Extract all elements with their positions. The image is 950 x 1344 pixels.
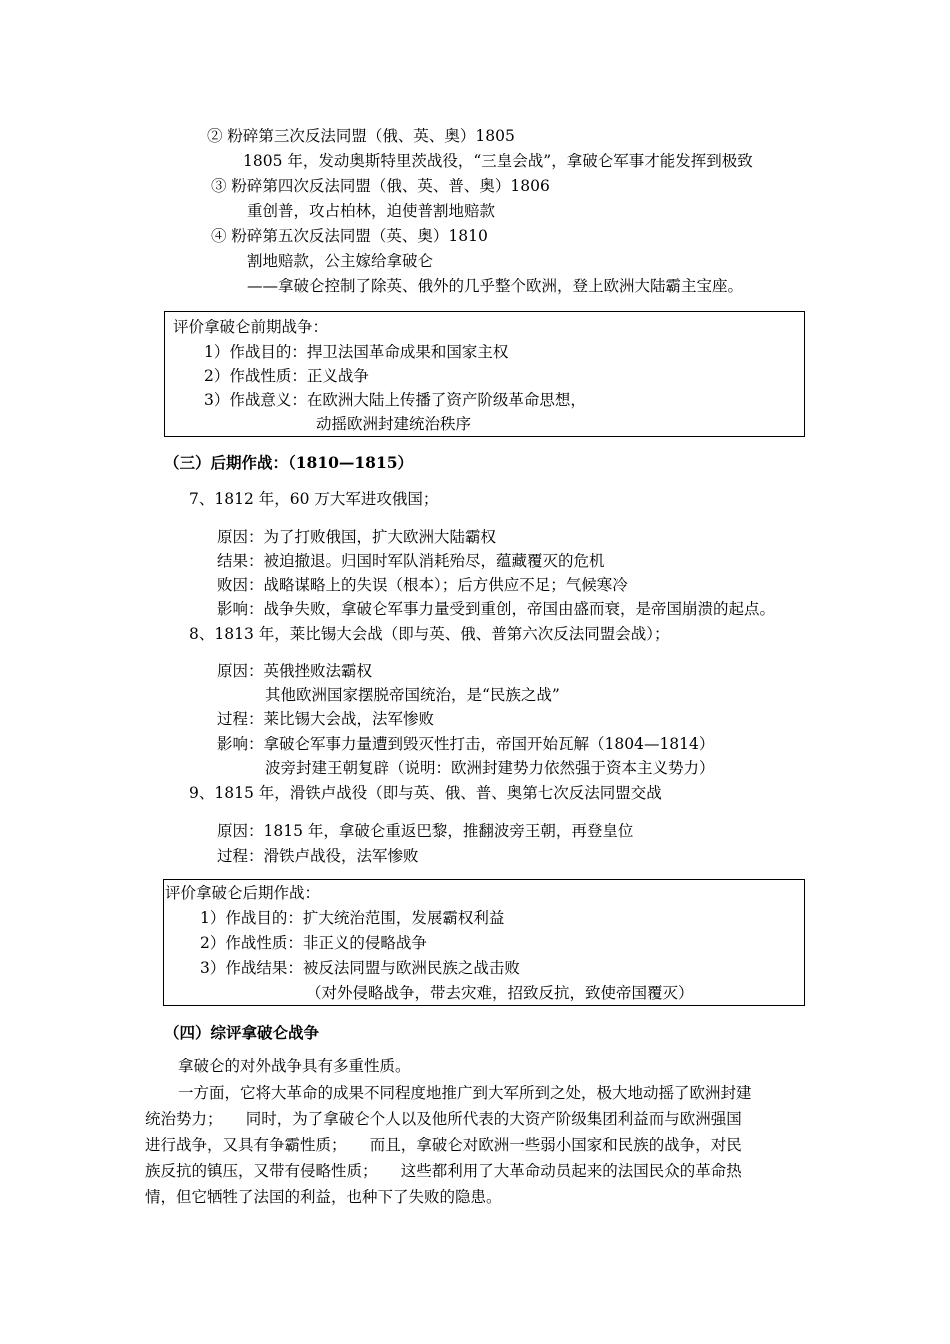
summary-intro: 拿破仑的对外战争具有多重性质。 [178, 1057, 411, 1075]
item-8-impact-2: 波旁封建王朝复辟（说明：欧洲封建势力依然强于资本主义势力） [265, 759, 715, 777]
coalition-summary: ——拿破仑控制了除英、俄外的几乎整个欧洲，登上欧洲大陆霸主宝座。 [247, 277, 744, 295]
summary-line-3: 进行战争，又具有争霸性质； 而且，拿破仑对欧洲一些弱小国家和民族的战争，对民 [145, 1136, 742, 1154]
item-8-cause-2: 其他欧洲国家摆脱帝国统治，是“民族之战” [265, 686, 560, 704]
coalition-5-line: ④ 粉碎第五次反法同盟（英、奥）1810 [211, 227, 488, 245]
early-war-purpose: 1）作战目的：捍卫法国革命成果和国家主权 [204, 343, 509, 361]
late-war-nature: 2）作战性质：非正义的侵略战争 [200, 934, 427, 952]
early-war-evaluation-title: 评价拿破仑前期战争： [173, 318, 329, 336]
early-war-significance-2: 动摇欧洲封建统治秩序 [316, 415, 472, 433]
summary-line-4: 族反抗的镇压，又带有侵略性质； 这些都利用了大革命动员起来的法国民众的革命热 [145, 1162, 742, 1180]
item-7: 7、1812 年，60 万大军进攻俄国； [189, 490, 439, 508]
late-war-purpose: 1）作战目的：扩大统治范围，发展霸权利益 [200, 909, 505, 927]
late-war-evaluation-title: 评价拿破仑后期作战： [165, 884, 321, 902]
summary-line-5: 情，但它牺牲了法国的利益，也种下了失败的隐患。 [145, 1188, 502, 1206]
summary-line-2: 统治势力； 同时，为了拿破仑个人以及他所代表的大资产阶级集团利益而与欧洲强国 [145, 1110, 742, 1128]
late-war-result: 3）作战结果：被反法同盟与欧洲民族之战击败 [200, 959, 520, 977]
item-7-defeat-cause: 败因：战略谋略上的失误（根本）；后方供应不足；气候寒冷 [217, 576, 628, 594]
item-9-process: 过程：滑铁卢战役，法军惨败 [217, 847, 419, 865]
item-7-result: 结果：被迫撤退。归国时军队消耗殆尽，蕴藏覆灭的危机 [217, 552, 605, 570]
item-7-impact: 影响：战争失败，拿破仑军事力量受到重创，帝国由盛而衰，是帝国崩溃的起点。 [217, 600, 776, 618]
coalition-3-line: ② 粉碎第三次反法同盟（俄、英、奥）1805 [207, 127, 515, 145]
item-8-cause: 原因：英俄挫败法霸权 [217, 662, 373, 680]
coalition-5-detail: 割地赔款，公主嫁给拿破仑 [247, 252, 434, 270]
section-4-heading: （四）综评拿破仑战争 [164, 1023, 320, 1042]
late-war-result-2: （对外侵略战争，带去灾难，招致反抗，致使帝国覆灭） [306, 984, 694, 1002]
item-7-cause: 原因：为了打败俄国，扩大欧洲大陆霸权 [217, 528, 497, 546]
coalition-4-detail: 重创普，攻占柏林，迫使普割地赔款 [247, 202, 496, 220]
coalition-3-detail: 1805 年，发动奥斯特里茨战役，“三皇会战”，拿破仑军事才能发挥到极致 [243, 152, 753, 170]
summary-line-1: 一方面，它将大革命的成果不同程度地推广到大军所到之处，极大地动摇了欧洲封建 [178, 1084, 752, 1102]
coalition-4-line: ③ 粉碎第四次反法同盟（俄、英、普、奥）1806 [211, 177, 550, 195]
item-9-cause: 原因：1815 年，拿破仑重返巴黎，推翻波旁王朝，再登皇位 [217, 822, 634, 840]
item-8-impact: 影响：拿破仑军事力量遭到毁灭性打击，帝国开始瓦解（1804—1814） [217, 735, 715, 753]
item-9: 9、1815 年，滑铁卢战役（即与英、俄、普、奥第七次反法同盟交战 [189, 784, 662, 802]
early-war-nature: 2）作战性质：正义战争 [204, 367, 369, 385]
section-3-heading: （三）后期作战：（1810—1815） [164, 453, 414, 472]
item-8: 8、1813 年，莱比锡大会战（即与英、俄、普第六次反法同盟会战）； [189, 625, 670, 643]
item-8-process: 过程：莱比锡大会战，法军惨败 [217, 710, 435, 728]
early-war-significance: 3）作战意义：在欧洲大陆上传播了资产阶级革命思想， [204, 391, 586, 409]
